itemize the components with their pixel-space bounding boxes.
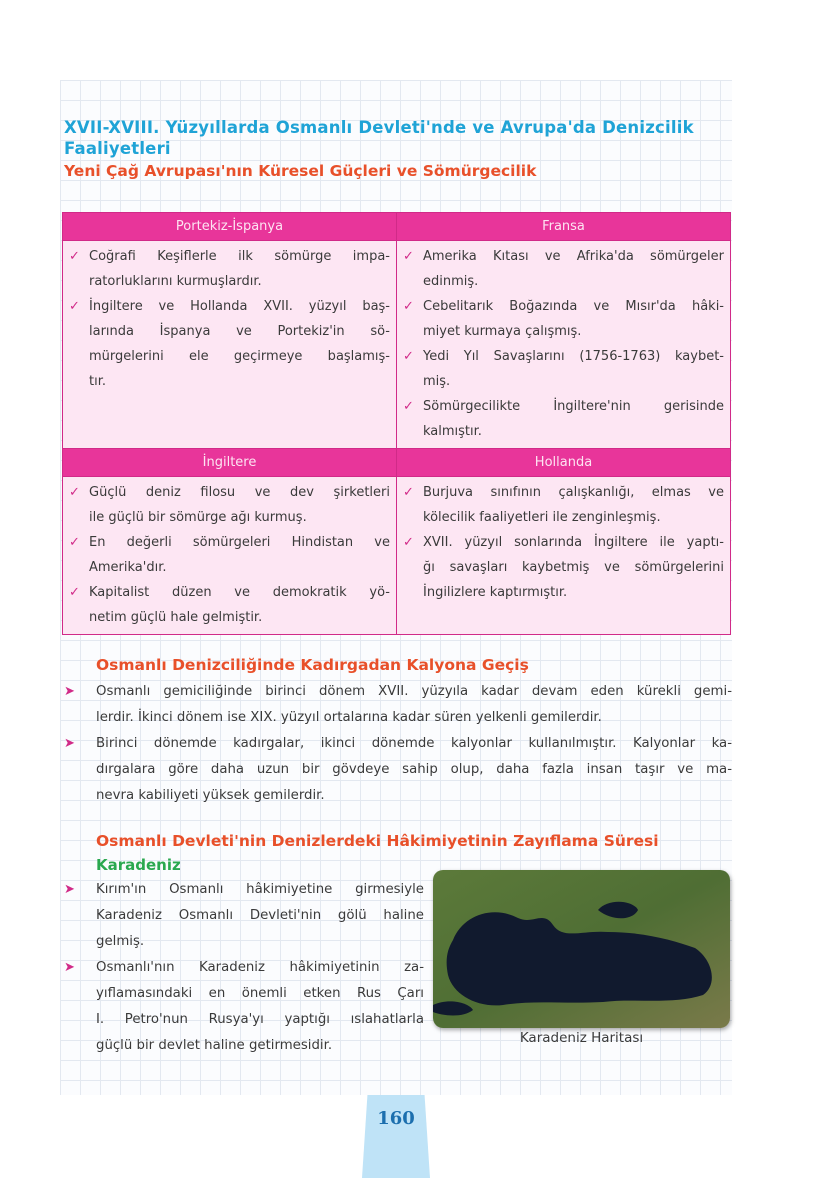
text-line: tır. — [89, 374, 106, 389]
check-icon: ✓ — [69, 249, 80, 264]
text-line: kölecilik faaliyetleri ile zenginleşmiş. — [423, 510, 661, 525]
text-line: Osmanlı gemiciliğinde birinci dönem XVII. yüzyıla kadar devam eden kürekli gemi- — [96, 684, 732, 699]
list-item — [69, 580, 390, 630]
text-line: Coğrafi Keşiflerle ilk sömürge impa- — [89, 249, 390, 264]
list-item-text — [423, 344, 724, 394]
cell-fransa — [397, 241, 731, 449]
text-line: En değerli sömürgeleri Hindistan ve — [89, 535, 390, 550]
check-icon: ✓ — [69, 299, 80, 314]
text-line: dırgalara göre daha uzun bir gövdeye sahip olup, daha fazla insan taşır ve ma- — [96, 762, 732, 777]
list-item-text — [96, 731, 732, 809]
text-line: larında İspanya ve Portekiz'in sö- — [89, 324, 390, 339]
list-item-text — [89, 530, 390, 580]
list-item-text — [96, 877, 424, 955]
check-icon: ✓ — [69, 535, 80, 550]
header-hollanda: Hollanda — [397, 449, 731, 477]
check-icon: ✓ — [69, 585, 80, 600]
list-item — [403, 480, 724, 530]
text-line: Cebelitarık Boğazında ve Mısır'da hâki- — [423, 299, 724, 314]
text-line: Burjuva sınıfının çalışkanlığı, elmas ve — [423, 485, 724, 500]
cell-portekiz-ispanya — [63, 241, 397, 449]
section-heading-zayiflama: Osmanlı Devleti'nin Denizlerdeki Hâkimiyetinin Zayıflama Süresi — [96, 832, 659, 850]
arrow-bullet-icon: ➤ — [64, 684, 75, 699]
text-line: ile güçlü bir sömürge ağı kurmuş. — [89, 510, 307, 525]
text-line: lerdir. İkinci dönem ise XIX. yüzyıl ortalarına kadar süren yelkenli gemilerdir. — [96, 710, 602, 725]
section-kalyon-body — [64, 679, 732, 809]
text-line: ratorluklarını kurmuşlardır. — [89, 274, 262, 289]
section-subheading-karadeniz: Karadeniz — [96, 856, 181, 874]
text-line: miş. — [423, 374, 451, 389]
list-item-text — [423, 480, 724, 530]
text-line: ğı savaşları kaybetmiş ve sömürgelerini — [423, 560, 724, 575]
list-item — [69, 294, 390, 394]
arrow-bullet-icon: ➤ — [64, 736, 75, 751]
section-karadeniz-body — [64, 877, 424, 1059]
list-item-text — [423, 244, 724, 294]
header-ingiltere: İngiltere — [63, 449, 397, 477]
text-line: Amerika Kıtası ve Afrika'da sömürgeler — [423, 249, 724, 264]
arrow-bullet-icon: ➤ — [64, 882, 75, 897]
text-line: Sömürgecilikte İngiltere'nin gerisinde — [423, 399, 724, 414]
header-portekiz-ispanya: Portekiz-İspanya — [63, 213, 397, 241]
check-icon: ✓ — [69, 485, 80, 500]
check-icon: ✓ — [403, 399, 414, 414]
list-item — [64, 679, 732, 731]
text-line: İngilizlere kaptırmıştır. — [423, 585, 568, 600]
list-item — [403, 294, 724, 344]
text-line: gelmiş. — [96, 934, 145, 949]
list-item-text — [89, 244, 390, 294]
header-fransa: Fransa — [397, 213, 731, 241]
list-item-text — [89, 580, 390, 630]
text-line: yıflamasındaki en önemli etken Rus Çarı — [96, 986, 424, 1001]
map-caption: Karadeniz Haritası — [519, 1030, 644, 1046]
text-line: nevra kabiliyeti yüksek gemilerdir. — [96, 788, 325, 803]
text-line: Amerika'dır. — [89, 560, 167, 575]
text-line: miyet kurmaya çalışmış. — [423, 324, 582, 339]
page-title: XVII-XVIII. Yüzyıllarda Osmanlı Devleti'nde ve Avrupa'da Denizcilik Faaliyetleri — [64, 118, 694, 158]
text-line: Birinci dönemde kadırgalar, ikinci dönemde kalyonlar kullanılmıştır. Kalyonlar ka- — [96, 736, 732, 751]
colonial-powers-table — [62, 212, 731, 635]
list-item — [403, 344, 724, 394]
list-item — [403, 530, 724, 605]
text-line: Güçlü deniz filosu ve dev şirketleri — [89, 485, 390, 500]
text-line: edinmiş. — [423, 274, 479, 289]
list-item — [69, 480, 390, 530]
text-line: netim güçlü hale gelmiştir. — [89, 610, 263, 625]
list-item — [69, 244, 390, 294]
text-line: İngiltere ve Hollanda XVII. yüzyıl baş- — [89, 299, 390, 314]
list-item — [403, 244, 724, 294]
text-line: Osmanlı'nın Karadeniz hâkimiyetinin za- — [96, 960, 424, 975]
text-line: kalmıştır. — [423, 424, 482, 439]
list-item — [403, 394, 724, 444]
text-line: Yedi Yıl Savaşlarını (1756-1763) kaybet- — [423, 349, 724, 364]
list-item — [69, 530, 390, 580]
check-icon: ✓ — [403, 249, 414, 264]
list-item-text — [89, 480, 390, 530]
check-icon: ✓ — [403, 535, 414, 550]
black-sea-map-image — [433, 870, 730, 1028]
text-line: mürgelerini ele geçirmeye başlamış- — [89, 349, 390, 364]
text-line: Karadeniz Osmanlı Devleti'nin gölü haline — [96, 908, 424, 923]
text-line: XVII. yüzyıl sonlarında İngiltere ile yaptı- — [423, 535, 724, 550]
list-item — [64, 731, 732, 809]
cell-hollanda — [397, 477, 731, 635]
page-subtitle: Yeni Çağ Avrupası'nın Küresel Güçleri ve Sömürgecilik — [64, 162, 537, 180]
list-item-text — [89, 294, 390, 394]
list-item — [64, 955, 424, 1059]
text-line: Kırım'ın Osmanlı hâkimiyetine girmesiyle — [96, 882, 424, 897]
section-heading-kalyon: Osmanlı Denizciliğinde Kadırgadan Kalyona Geçiş — [96, 656, 529, 674]
text-line: Kapitalist düzen ve demokratik yö- — [89, 585, 390, 600]
cell-ingiltere — [63, 477, 397, 635]
check-icon: ✓ — [403, 485, 414, 500]
list-item-text — [96, 955, 424, 1059]
arrow-bullet-icon: ➤ — [64, 960, 75, 975]
check-icon: ✓ — [403, 299, 414, 314]
list-item-text — [96, 679, 732, 731]
list-item-text — [423, 530, 724, 605]
check-icon: ✓ — [403, 349, 414, 364]
list-item — [64, 877, 424, 955]
page-number: 160 — [377, 1108, 415, 1129]
list-item-text — [423, 394, 724, 444]
text-line: güçlü bir devlet haline getirmesidir. — [96, 1038, 333, 1053]
list-item-text — [423, 294, 724, 344]
text-line: I. Petro'nun Rusya'yı yaptığı ıslahatlarla — [96, 1012, 424, 1027]
